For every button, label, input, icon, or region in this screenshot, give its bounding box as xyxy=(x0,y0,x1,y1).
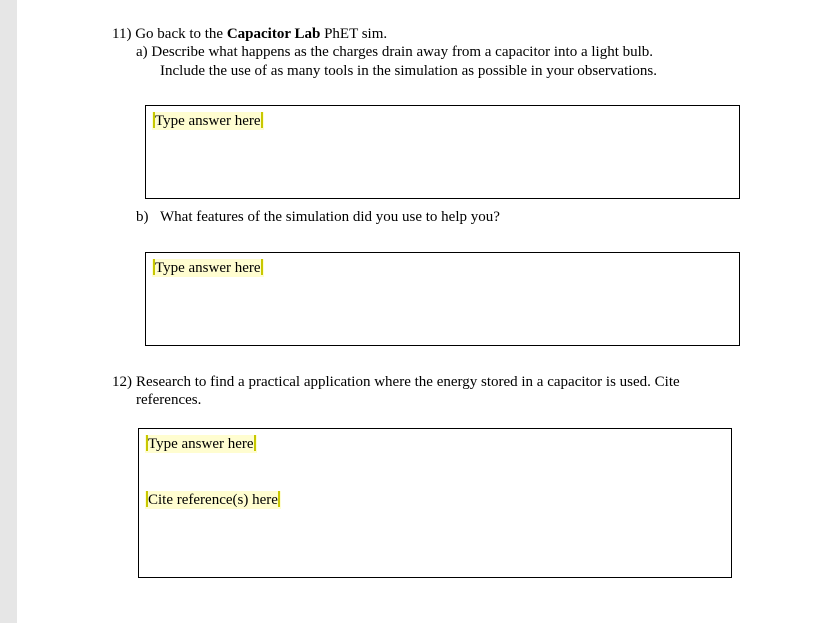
answer-field-11b-text: Type answer here xyxy=(155,260,261,276)
answer-field-11a[interactable] xyxy=(152,112,264,130)
answer-field-12-text: Type answer here xyxy=(148,436,254,452)
question-11a-text-line2: Include the use of as many tools in the simulation as possible in your observations. xyxy=(160,63,658,79)
question-11-heading xyxy=(112,25,387,43)
answer-box-11b[interactable] xyxy=(145,252,740,346)
references-field-12[interactable] xyxy=(145,491,281,509)
document-page xyxy=(17,0,819,623)
question-11a-text: a) Describe what happens as the charges drain away from a capacitor into a light bulb. xyxy=(136,44,654,60)
answer-field-11b[interactable] xyxy=(152,259,264,277)
question-11b-text: What features of the simulation did you use to help you? xyxy=(160,209,500,225)
field-bracket-right xyxy=(261,259,263,275)
question-11-number: 11) xyxy=(112,26,132,42)
field-bracket-right xyxy=(261,112,263,128)
sim-name: Capacitor Lab xyxy=(226,26,321,42)
question-12-text-line2: references. xyxy=(136,392,202,408)
references-field-12-text: Cite reference(s) here xyxy=(148,492,278,508)
field-bracket-right xyxy=(254,435,256,451)
question-12-text: Research to find a practical application where the energy stored in a capacitor is used. Cite xyxy=(136,374,680,390)
answer-field-12[interactable] xyxy=(145,435,257,453)
answer-field-11a-text: Type answer here xyxy=(155,113,261,129)
field-bracket-right xyxy=(278,491,280,507)
question-12-number: 12) xyxy=(112,374,132,390)
answer-box-12[interactable] xyxy=(138,428,732,578)
question-11b-label: b) xyxy=(136,209,149,225)
question-11-intro-end: PhET sim. xyxy=(320,26,388,42)
answer-box-11a[interactable] xyxy=(145,105,740,199)
question-11-intro: Go back to the xyxy=(135,26,227,42)
